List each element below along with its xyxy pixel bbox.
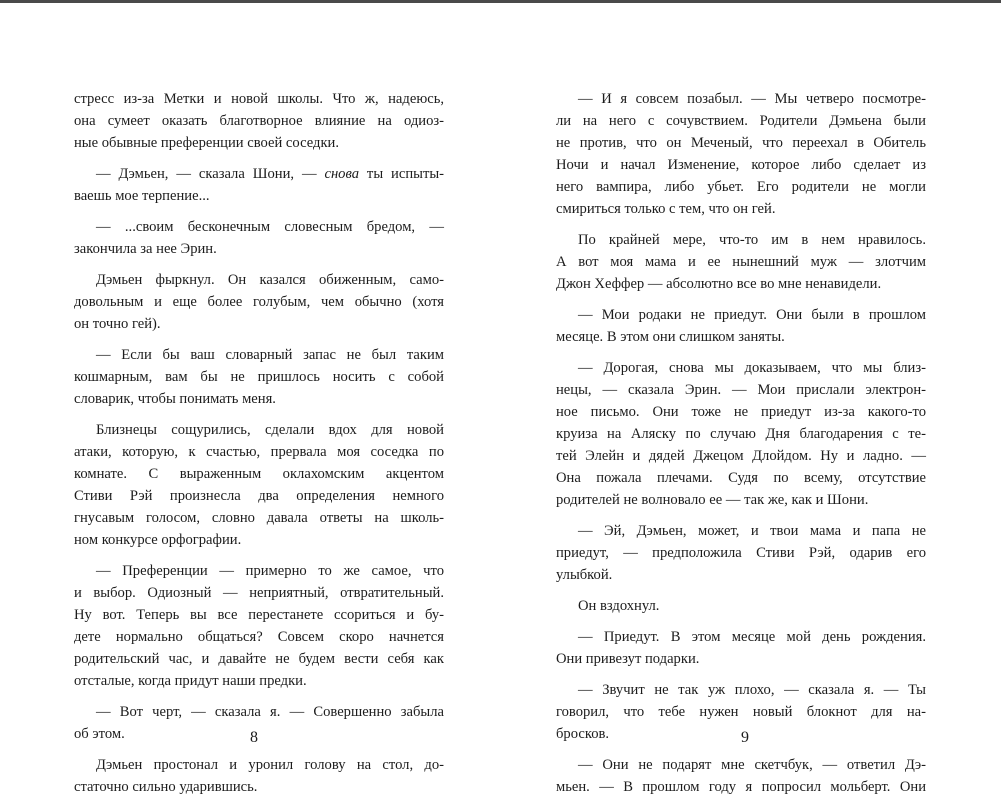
text-line: словарик, чтобы понимать меня. (74, 391, 276, 407)
text-line: По крайней мере, что-то им в нем нравилось. (578, 232, 926, 248)
text-line: говорил, что тебе нужен новый блокнот для на- (556, 704, 926, 720)
right-page-text (556, 88, 926, 798)
right-page-number: 9 (741, 729, 749, 746)
text-line: Ну вот. Теперь вы все перестанете ссориться и бу- (74, 607, 444, 623)
emphasis-word: снова (324, 166, 360, 182)
text-line: ные обывные преференции своей соседки. (74, 135, 339, 151)
text-line: ное письмо. Они тоже не приедут из-за какого-то (556, 404, 926, 420)
text-line: атаки, которую, к счастью, прервала моя соседка по (74, 444, 444, 460)
left-page-text (74, 88, 444, 798)
text-line: — Вот черт, — сказала я. — Совершенно забыла (96, 704, 444, 720)
text-line: комнате. С выраженным оклахомским акцентом (74, 466, 444, 482)
text-line: ваешь мое терпение... (74, 188, 210, 204)
text-line: довольным и еще более голубым, чем обычно (хотя (74, 294, 444, 310)
text-line: ном конкурсе орфографии. (74, 532, 242, 548)
text-line: тей Элейн и дядей Джецом Длойдом. Ну и ладно. — (556, 448, 926, 464)
text-line: — Преференции — примерно то же самое, что (96, 563, 444, 579)
text-line: него вампира, либо убьет. Его родители не могли (556, 179, 926, 195)
text-line: — Мои родаки не приедут. Они были в прошлом (578, 307, 926, 323)
text-line: — ...своим бесконечным словесным бредом, — (96, 219, 444, 235)
text-line: Джон Хеффер — абсолютно все во мне ненавидели. (556, 276, 882, 292)
text-line: приедут, — предположила Стиви Рэй, одарив его (556, 545, 926, 561)
text-line: ли на него с сочувствием. Родители Дэмьена были (556, 113, 926, 129)
text-line: Стиви Рэй произнесла два определения немного (74, 488, 444, 504)
text-line: — Если бы ваш словарный запас не был таким (96, 347, 444, 363)
text-line: об этом. (74, 726, 125, 742)
text-line: — Эй, Дэмьен, может, и твои мама и папа не (578, 523, 926, 539)
text-line: улыбкой. (556, 567, 613, 583)
text-line: смириться только с тем, что он гей. (556, 201, 776, 217)
text-line: бросков. (556, 726, 610, 742)
text-line: статочно сильно ударившись. (74, 779, 258, 795)
text-line: — Они не подарят мне скетчбук, — ответил Дэ- (578, 757, 926, 773)
left-page-number: 8 (250, 729, 258, 746)
top-border-rule (0, 0, 1001, 3)
text-line: круиза на Аляску по случаю Дня благодарения с те- (556, 426, 926, 442)
text-line: Дэмьен простонал и уронил голову на стол, до- (96, 757, 444, 773)
text-line: Ночи и начал Изменение, которое либо сделает из (556, 157, 926, 173)
text-line: не против, что он Меченый, что переехал в Обитель (556, 135, 926, 151)
text-line: стресс из-за Метки и новой школы. Что ж, надеюсь, (74, 91, 444, 107)
text-line: месяце. В этом они слишком заняты. (556, 329, 785, 345)
text-line: Дэмьен фыркнул. Он казался обиженным, само- (96, 272, 444, 288)
text-line: он точно гей). (74, 316, 161, 332)
text-line: — Приедут. В этом месяце мой день рождения. (578, 629, 926, 645)
text-line: кошмарным, вам бы не пришлось носить с собой (74, 369, 444, 385)
text-line: дете нормально общаться? Совсем скоро начнется (74, 629, 444, 645)
text-line: Они привезут подарки. (556, 651, 700, 667)
text-line: родителей не волновало ее — так же, как и Шони. (556, 492, 869, 508)
text-line: гнусавым голосом, словно давала ответы на школь- (74, 510, 444, 526)
text-line: Близнецы сощурились, сделали вдох для новой (96, 422, 444, 438)
text-line: Он вздохнул. (578, 598, 660, 614)
text-line: она сумеет оказать благотворное влияние на одиоз- (74, 113, 444, 129)
text-line: мьен. — В прошлом году я попросил мольберт. Они (556, 779, 926, 795)
text-line: родительский час, и давайте не будем вести себя как (74, 651, 444, 667)
text-line: — И я совсем позабыл. — Мы четверо посмотре- (578, 91, 926, 107)
text-line: — Звучит не так уж плохо, — сказала я. — Ты (578, 682, 926, 698)
text-line: нецы, — сказала Эрин. — Мои прислали электрон- (556, 382, 926, 398)
text-line: закончила за нее Эрин. (74, 241, 217, 257)
text-line: и выбор. Одиозный — неприятный, отвратительный. (74, 585, 444, 601)
text-line: А вот моя мама и ее нынешний муж — злотчим (556, 254, 926, 270)
text-line: Она пожала плечами. Судя по всему, отсутствие (556, 470, 926, 486)
text-line: — Дорогая, снова мы доказываем, что мы близ- (578, 360, 926, 376)
text-line: — Дэмьен, — сказала Шони, — снова ты испыты- (96, 166, 444, 182)
text-line: отсталые, когда придут наши предки. (74, 673, 307, 689)
